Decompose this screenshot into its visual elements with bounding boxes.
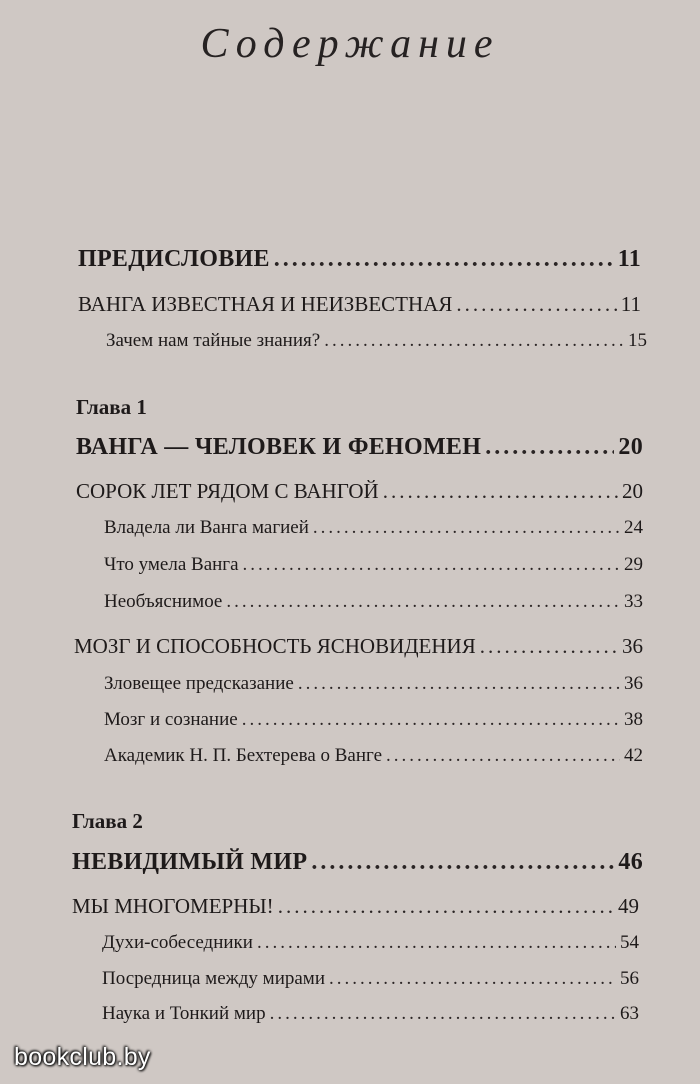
toc-entry-label: Владела ли Ванга магией: [104, 517, 309, 538]
toc-entry-mediator[interactable]: [102, 968, 639, 990]
dot-leader: [313, 517, 620, 539]
dot-leader: [480, 634, 618, 659]
toc-page-number: 20: [622, 479, 643, 503]
toc-page-number: 29: [624, 554, 643, 575]
dot-leader: [278, 894, 614, 919]
toc-page-number: 20: [618, 434, 643, 460]
toc-entry-label: Мозг и сознание: [104, 709, 238, 730]
chapter-2-label: Глава 2: [72, 809, 143, 833]
toc-entry-forty-years[interactable]: [76, 479, 643, 504]
toc-entry-spirit-interlocutors[interactable]: [102, 932, 639, 954]
dot-leader: [270, 1003, 616, 1025]
toc-entry-multidimensional[interactable]: [72, 894, 639, 919]
dot-leader: [383, 479, 618, 504]
chapter-1-label: Глава 1: [76, 395, 147, 419]
toc-entry-label: НЕВИДИМЫЙ МИР: [72, 849, 308, 875]
toc-entry-label: МЫ МНОГОМЕРНЫ!: [72, 894, 274, 918]
toc-entry-vanga-known-unknown[interactable]: [78, 292, 641, 317]
dot-leader: [386, 745, 620, 767]
toc-page-number: 63: [620, 1003, 639, 1024]
toc-entry-label: Что умела Ванга: [104, 554, 239, 575]
toc-page-number: 36: [624, 673, 643, 694]
toc-entry-bekhtereva[interactable]: [104, 745, 643, 767]
dot-leader: [329, 968, 616, 990]
toc-entry-science-subtle-world[interactable]: [102, 1003, 639, 1025]
dot-leader: [242, 709, 620, 731]
toc-entry-label: ВАНГА ИЗВЕСТНАЯ И НЕИЗВЕСТНАЯ: [78, 292, 453, 316]
toc-page-number: 42: [624, 745, 643, 766]
toc-entry-label: Академик Н. П. Бехтерева о Ванге: [104, 745, 383, 766]
toc-page-number: 36: [622, 634, 643, 658]
toc-entry-label: Необъяснимое: [104, 591, 223, 612]
toc-entry-brain-clairvoyance[interactable]: [74, 634, 643, 659]
toc-entry-label: Духи-собеседники: [102, 932, 253, 953]
toc-entry-brain-consciousness[interactable]: [104, 709, 643, 731]
toc-entry-label: Зачем нам тайные знания?: [106, 330, 321, 351]
dot-leader: [257, 932, 616, 954]
dot-leader: [226, 591, 620, 613]
page-title: Содержание: [200, 21, 500, 67]
toc-page-number: 33: [624, 591, 643, 612]
toc-page-number: 24: [624, 517, 643, 538]
dot-leader: [324, 330, 624, 352]
toc-entry-chapter-2-heading[interactable]: [72, 849, 643, 876]
dot-leader: [298, 673, 620, 695]
toc-entry-label: МОЗГ И СПОСОБНОСТЬ ЯСНОВИДЕНИЯ: [74, 634, 476, 658]
toc-page-number: 38: [624, 709, 643, 730]
toc-page-number: 15: [628, 330, 647, 351]
toc-page-number: 11: [617, 246, 641, 272]
dot-leader: [456, 292, 616, 317]
toc-entry-label: ПРЕДИСЛОВИЕ: [78, 246, 270, 272]
toc-entry-label: Наука и Тонкий мир: [102, 1003, 266, 1024]
toc-page-number: 54: [620, 932, 639, 953]
toc-entry-label: Зловещее предсказание: [104, 673, 294, 694]
toc-entry-label: ВАНГА — ЧЕЛОВЕК И ФЕНОМЕН: [76, 434, 482, 460]
toc-entry-ominous-prediction[interactable]: [104, 673, 643, 695]
toc-page-number: 56: [620, 968, 639, 989]
dot-leader: [243, 554, 620, 576]
toc-page-number: 49: [618, 894, 639, 918]
dot-leader: [485, 434, 614, 461]
toc-page-number: 46: [618, 849, 643, 875]
dot-leader: [311, 849, 614, 876]
toc-entry-inexplicable[interactable]: [104, 591, 643, 613]
toc-entry-label: Посредница между мирами: [102, 968, 325, 989]
toc-entry-preface[interactable]: [78, 246, 641, 273]
toc-entry-chapter-1-heading[interactable]: [76, 434, 643, 461]
toc-entry-secret-knowledge[interactable]: [106, 330, 647, 352]
toc-entry-label: СОРОК ЛЕТ РЯДОМ С ВАНГОЙ: [76, 479, 379, 503]
toc-entry-what-vanga-could[interactable]: [104, 554, 643, 576]
toc-page-number: 11: [620, 292, 641, 316]
toc-entry-magic[interactable]: [104, 517, 643, 539]
watermark: bookclub.by: [14, 1043, 151, 1071]
dot-leader: [274, 246, 614, 273]
